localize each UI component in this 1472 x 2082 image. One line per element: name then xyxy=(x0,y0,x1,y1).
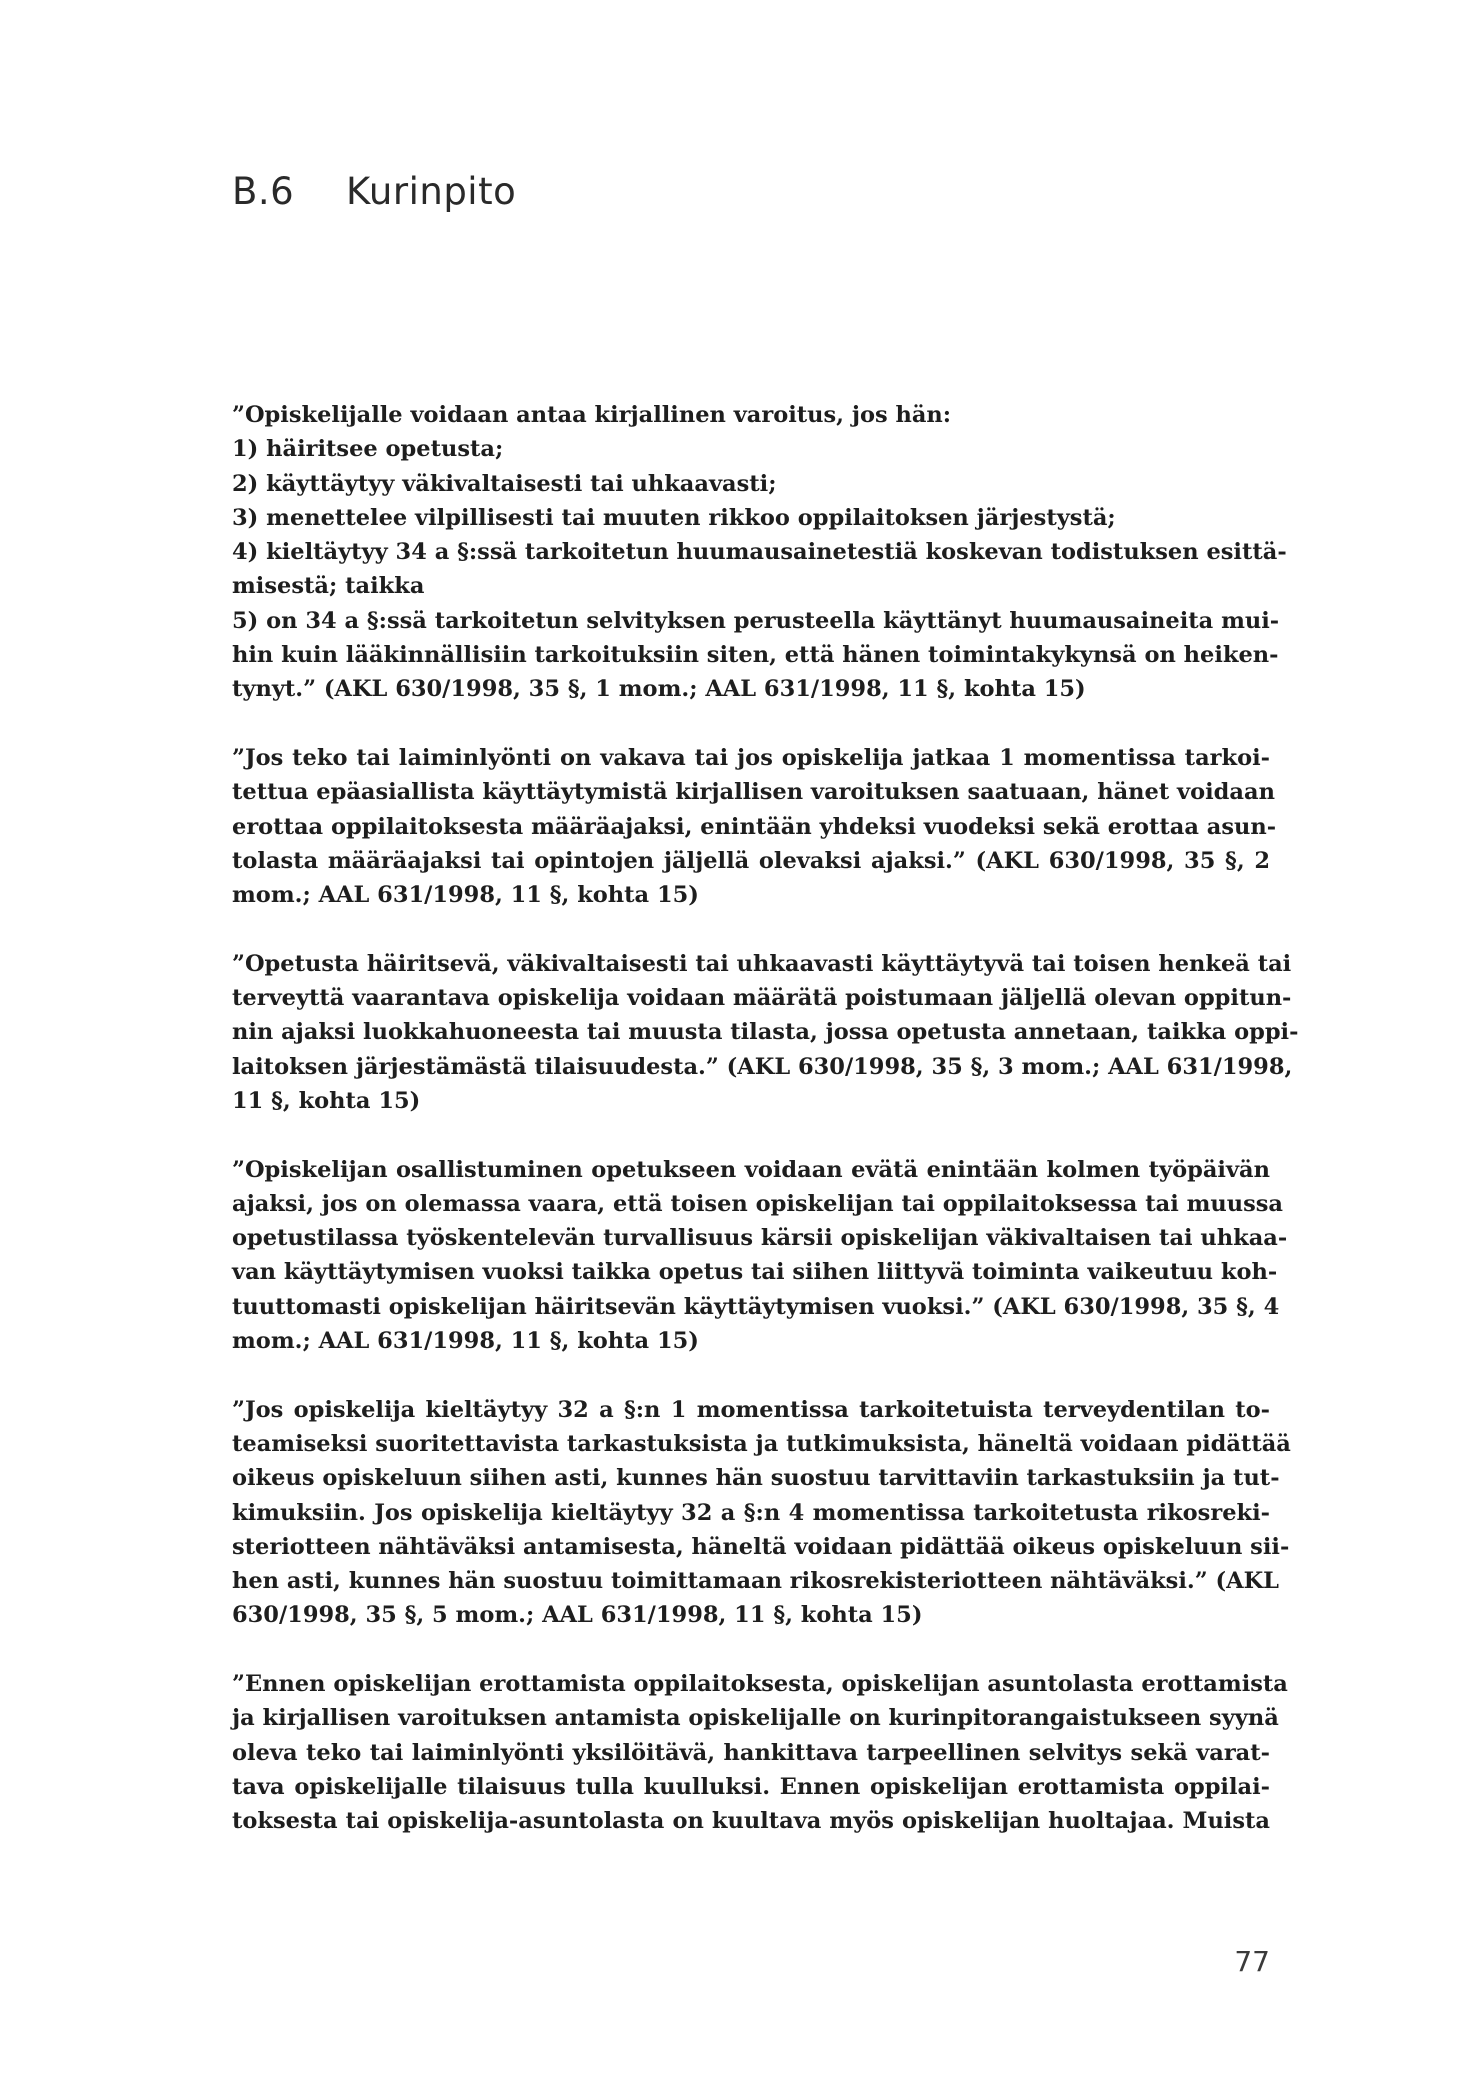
text-line: tettua epäasiallista käyttäytymistä kirjallisen varoituksen saatuaan, hänet voidaan xyxy=(232,779,1275,806)
text-line: tava opiskelijalle tilaisuus tulla kuulluksi. Ennen opiskelijan erottamista oppilai- xyxy=(232,1773,1270,1800)
quote-paragraph xyxy=(232,1393,1291,1633)
text-line: terveyttä vaarantava opiskelija voidaan määrätä poistumaan jäljellä olevan oppitun- xyxy=(232,985,1292,1012)
text-line: 2) käyttäytyy väkivaltaisesti tai uhkaavasti; xyxy=(232,470,777,497)
text-line: van käyttäytymisen vuoksi taikka opetus tai siihen liittyvä toiminta vaikeutuu koh- xyxy=(232,1259,1278,1286)
text-line: erottaa oppilaitoksesta määräajaksi, enintään yhdeksi vuodeksi sekä erottaa asun- xyxy=(232,813,1277,840)
text-line: 5) on 34 a §:ssä tarkoitetun selvityksen perusteella käyttänyt huumausaineita mui- xyxy=(232,607,1280,634)
text-line: 11 §, kohta 15) xyxy=(232,1087,421,1114)
text-line: ja kirjallisen varoituksen antamista opiskelijalle on kurinpitorangaistukseen syynä xyxy=(232,1705,1279,1732)
text-line: misestä; taikka xyxy=(232,573,425,600)
text-line: 4) kieltäytyy 34 a §:ssä tarkoitetun huumausainetestiä koskevan todistuksen esittä- xyxy=(232,539,1287,566)
text-line: ajaksi, jos on olemassa vaara, että toisen opiskelijan tai oppilaitoksessa tai muussa xyxy=(232,1190,1284,1217)
section-title: Kurinpito xyxy=(346,170,517,213)
text-line: nin ajaksi luokkahuoneesta tai muusta tilasta, jossa opetusta annetaan, taikka oppi- xyxy=(232,1019,1299,1046)
text-line: tynyt.” (AKL 630/1998, 35 §, 1 mom.; AAL 631/1998, 11 §, kohta 15) xyxy=(232,676,1086,703)
quote-paragraph xyxy=(232,741,1277,912)
text-line: tuuttomasti opiskelijan häiritsevän käyttäytymisen vuoksi.” (AKL 630/1998, 35 §, 4 xyxy=(232,1293,1280,1320)
quote-paragraph xyxy=(232,947,1299,1118)
text-line: hin kuin lääkinnällisiin tarkoituksiin siten, että hänen toimintakykynsä on heiken- xyxy=(232,642,1279,669)
text-line: hen asti, kunnes hän suostuu toimittamaan rikosrekisteriotteen nähtäväksi.” (AKL xyxy=(232,1568,1279,1595)
text-line: laitoksen järjestämästä tilaisuudesta.” (AKL 630/1998, 35 §, 3 mom.; AAL 631/1998, xyxy=(232,1053,1293,1080)
page-number: 77 xyxy=(1234,1945,1270,1978)
text-line: ”Opiskelijalle voidaan antaa kirjallinen varoitus, jos hän: xyxy=(232,402,952,428)
text-line: tolasta määräajaksi tai opintojen jäljellä olevaksi ajaksi.” (AKL 630/1998, 35 §, 2 xyxy=(232,847,1270,874)
quote-paragraph xyxy=(232,1667,1288,1838)
text-line: ”Ennen opiskelijan erottamista oppilaitoksesta, opiskelijan asuntolasta erottamista xyxy=(232,1670,1288,1697)
section-heading xyxy=(232,170,516,213)
quote-paragraph xyxy=(232,398,1287,707)
text-line: mom.; AAL 631/1998, 11 §, kohta 15) xyxy=(232,882,699,909)
text-line: ”Opiskelijan osallistuminen opetukseen voidaan evätä enintään kolmen työpäivän xyxy=(232,1156,1270,1183)
quote-paragraph xyxy=(232,1153,1288,1359)
text-line: kimuksiin. Jos opiskelija kieltäytyy 32 a §:n 4 momentissa tarkoitetusta rikosreki- xyxy=(232,1499,1270,1526)
text-line: 3) menettelee vilpillisesti tai muuten rikkoo oppilaitoksen järjestystä; xyxy=(232,504,1116,531)
text-line: mom.; AAL 631/1998, 11 §, kohta 15) xyxy=(232,1328,699,1355)
text-line: teamiseksi suoritettavista tarkastuksista ja tutkimuksista, häneltä voidaan pidättää xyxy=(232,1430,1291,1457)
body-text xyxy=(232,398,1299,1873)
text-line: ”Jos teko tai laiminlyönti on vakava tai jos opiskelija jatkaa 1 momentissa tarkoi- xyxy=(232,744,1270,771)
text-line: toksesta tai opiskelija-asuntolasta on kuultava myös opiskelijan huoltajaa. Muista xyxy=(232,1808,1270,1835)
text-line: steriotteen nähtäväksi antamisesta, häneltä voidaan pidättää oikeus opiskeluun sii- xyxy=(232,1533,1290,1560)
text-line: 1) häiritsee opetusta; xyxy=(232,436,504,463)
section-number: B.6 xyxy=(232,170,295,213)
text-line: ”Opetusta häiritsevä, väkivaltaisesti tai uhkaavasti käyttäytyvä tai toisen henkeä tai xyxy=(232,950,1292,977)
text-line: 630/1998, 35 §, 5 mom.; AAL 631/1998, 11 §, kohta 15) xyxy=(232,1602,923,1629)
text-line: oikeus opiskeluun siihen asti, kunnes hän suostuu tarvittaviin tarkastuksiin ja tut- xyxy=(232,1465,1280,1492)
text-line: ”Jos opiskelija kieltäytyy 32 a §:n 1 momentissa tarkoitetuista terveydentilan to- xyxy=(232,1396,1270,1423)
text-line: opetustilassa työskentelevän turvallisuus kärsii opiskelijan väkivaltaisen tai uhkaa- xyxy=(232,1225,1288,1252)
text-line: oleva teko tai laiminlyönti yksilöitävä, hankittava tarpeellinen selvitys sekä varat- xyxy=(232,1739,1270,1766)
